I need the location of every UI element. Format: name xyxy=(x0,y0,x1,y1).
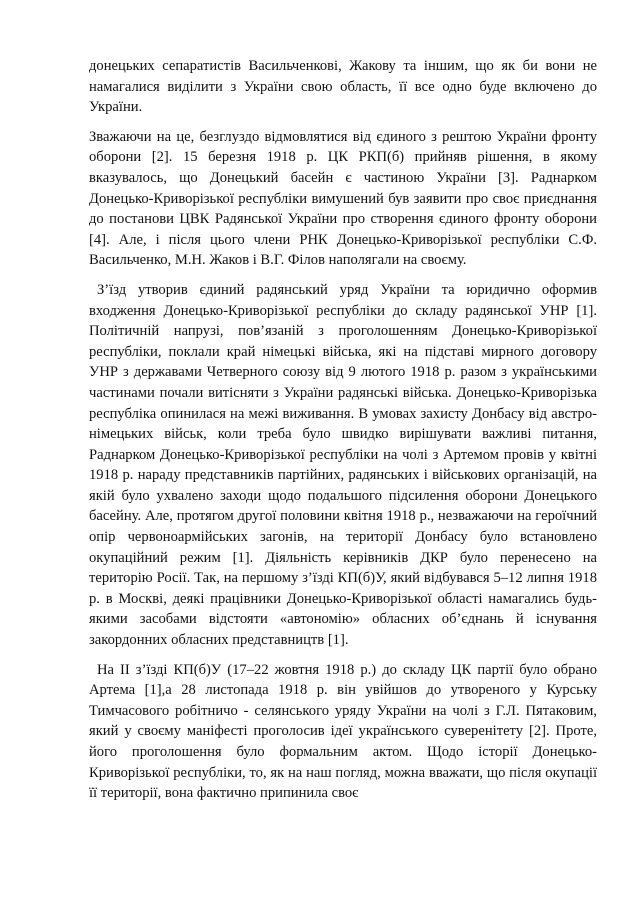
paragraph-second-congress: На ІІ з’їзді КП(б)У (17–22 жовтня 1918 р.) до складу ЦК партії було обрано Артема [1],а 28 листопада 1918 р. він увійшов до утвореного у Курську Тимчасового робітничо - селянського уряду України на чолі з Г.Л. Пятаковим, який у своєму маніфесті проголосив ідеї українського суверенітету [2]. Проте, його проголошення було формальним актом. Щодо історії Донецько-Криворізької республіки, то, як на наш погляд, можна вважати, що після окупації її території, вона фактично припинила своє xyxy=(89,661,597,802)
paragraph-defense-front: Зважаючи на це, безглуздо відмовлятися від єдиного з рештою України фронту оборони [2]. 15 березня 1918 р. ЦК РКП(б) прийняв рішення, в якому вказувалось, що Донецький басейн є частиною України [3]. Раднарком Донецько-Криворізької республіки вимушений був заявити про своє приєднання до постанови ЦВК Радянської України про створення єдиного фронту оборони [4]. Але, і після цього члени РНК Донецько-Криворізької республіки С.Ф. Васильченко, М.Н. Жаков і В.Г. Філов наполягали на своєму. xyxy=(89,128,597,269)
paragraph-congress: З’їзд утворив єдиний радянський уряд України та юридично оформив входження Донецько-Криворізької республіки до складу радянської УНР [1]. Політичній напрузі, пов’язаній з проголошенням Донецько-Криворізької республіки, поклали край німецькі війська, які на підставі мирного договору УНР з державами Четверного союзу від 9 лютого 1918 р. разом з українськими частинами почали витісняти з України радянські війська. Донецько-Криворізька республіка опинилася на межі виживання. В умовах захисту Донбасу від австро-німецьких військ, коли треба було швидко вирішувати важливі питання, Раднарком Донецько-Криворізької республіки на чолі з Артемом провів у квітні 1918 р. нараду представників партійних, радянських і військових організацій, на якій було ухвалено заходи щодо подальшого підсилення оборони Донецького басейну. Але, протягом другої половини квітня 1918 р., незважаючи на героїчний опір червоноармійських загонів, на території Донбасу було встановлено окупаційний режим [1]. Діяльність керівників ДКР було перенесено на територію Росії. Так, на першому з’їзді КП(б)У, який відбувався 5–12 липня 1918 р. в Москві, деякі працівники Донецько-Криворізької області намагались будь-якими засобами відстояти «автономію» обласних об’єднань й існування закордонних обласних представництв [1]. xyxy=(89,281,597,649)
paragraph-continuation: донецьких сепаратистів Васильченкові, Жакову та іншим, що як би вони не намагалися виділити з України свою область, її все одно буде включено до України. xyxy=(89,58,597,116)
document-page xyxy=(89,56,597,813)
